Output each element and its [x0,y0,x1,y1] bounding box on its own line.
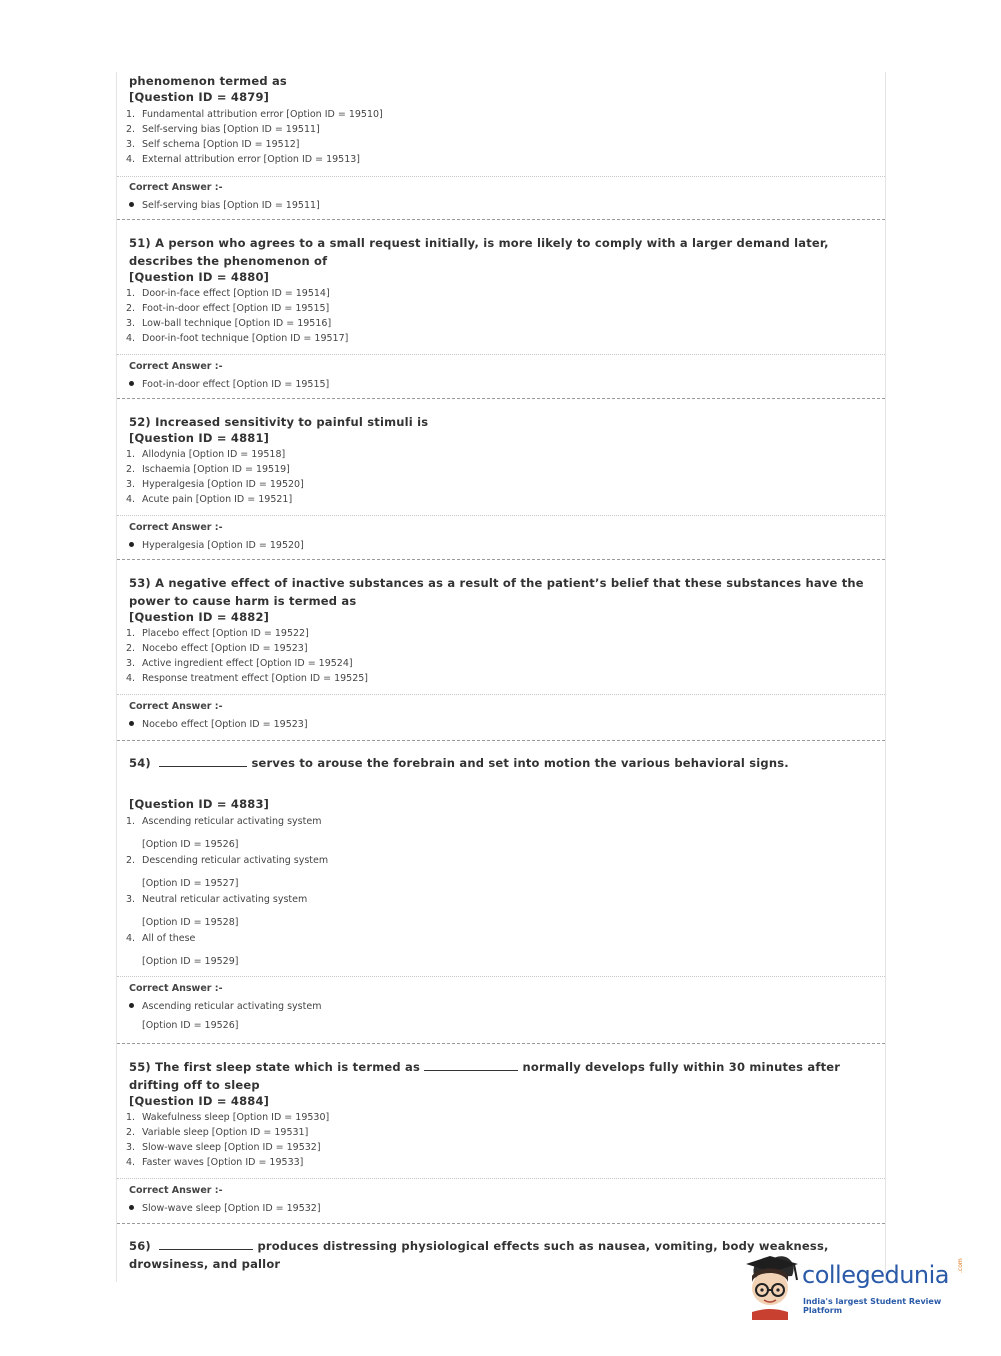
option: 2. Self-serving bias [Option ID = 19511] [126,124,320,135]
options-list [126,286,348,346]
document-page [116,72,886,1282]
divider [117,1178,885,1179]
question-id: [Question ID = 4882] [129,610,270,624]
option: 3. Low-ball technique [Option ID = 19516] [126,318,332,329]
divider [117,515,885,516]
question-text: 54) serves to arouse the forebrain and set into motion the various behavioral signs. [129,756,789,770]
question-text: phenomenon termed as [129,74,287,88]
logo-tagline: India's largest Student Review Platform [803,1297,942,1315]
option: 3. Active ingredient effect [Option ID = 19524] [126,658,353,669]
question-divider [117,219,885,220]
question-divider [117,740,885,741]
options-list [126,1110,329,1170]
divider [117,976,885,977]
question-text: 52) Increased sensitivity to painful stimuli is [129,415,429,429]
divider [117,354,885,355]
option: 4. All of these [Option ID = 19529] [126,933,239,967]
option: 2. Variable sleep [Option ID = 19531] [126,1127,309,1138]
correct-answer: Nocebo effect [Option ID = 19523] [129,719,308,730]
option: 1. Door-in-face effect [Option ID = 19514] [126,288,330,299]
option: 3. Hyperalgesia [Option ID = 19520] [126,479,304,490]
bullet-icon [129,381,134,386]
correct-answer: Slow-wave sleep [Option ID = 19532] [129,1203,321,1214]
option: 3. Slow-wave sleep [Option ID = 19532] [126,1142,321,1153]
correct-answer: Ascending reticular activating system [Option ID = 19526] [129,1001,321,1031]
question-divider [117,559,885,560]
correct-answer-label: Correct Answer :- [129,361,223,372]
bullet-icon [129,1205,134,1210]
question-id: [Question ID = 4879] [129,90,270,104]
bullet-icon [129,542,134,547]
option: 1. Placebo effect [Option ID = 19522] [126,628,309,639]
correct-answer: Self-serving bias [Option ID = 19511] [129,200,320,211]
options-list [126,626,368,686]
question-divider [117,1223,885,1224]
answer-blank [159,1239,253,1250]
question-divider [117,1043,885,1044]
question-divider [117,398,885,399]
question-text: 56) produces distressing physiological effects such as nausea, vomiting, body weakness, drowsiness, and pallor [129,1239,829,1271]
option: 2. Ischaemia [Option ID = 19519] [126,464,290,475]
question-text: 55) The first sleep state which is termed as normally develops fully within 30 minutes after drifting off to sleep [129,1060,841,1092]
correct-answer-label: Correct Answer :- [129,182,223,193]
option: 2. Descending reticular activating system [Option ID = 19527] [126,855,329,889]
options-list [126,814,328,970]
question-id: [Question ID = 4880] [129,270,270,284]
question-id: [Question ID = 4881] [129,431,270,445]
bullet-icon [129,202,134,207]
collegedunia-logo [742,1250,972,1320]
option: 4. Faster waves [Option ID = 19533] [126,1157,304,1168]
question-id: [Question ID = 4884] [129,1094,270,1108]
question-text: 53) A negative effect of inactive substances as a result of the patient’s belief that these substances have the power to cause harm is termed as [129,576,864,608]
option: 1. Ascending reticular activating system [Option ID = 19526] [126,816,322,850]
correct-answer-label: Correct Answer :- [129,1185,223,1196]
option: 4. External attribution error [Option ID = 19513] [126,154,361,165]
bullet-icon [129,721,134,726]
option: 2. Nocebo effect [Option ID = 19523] [126,643,308,654]
option: 4. Response treatment effect [Option ID = 19525] [126,673,369,684]
logo-wordmark: collegedunia [802,1261,950,1289]
answer-blank [159,756,247,767]
options-list [126,107,383,167]
question-text: 51) A person who agrees to a small request initially, is more likely to comply with a larger demand later, describes the phenomenon of [129,236,829,268]
question-id: [Question ID = 4883] [129,797,270,811]
option: 4. Door-in-foot technique [Option ID = 19517] [126,333,349,344]
option: 1. Wakefulness sleep [Option ID = 19530] [126,1112,330,1123]
answer-blank [424,1060,518,1071]
option: 4. Acute pain [Option ID = 19521] [126,494,293,505]
correct-answer-label: Correct Answer :- [129,983,223,994]
option: 3. Neutral reticular activating system [Option ID = 19528] [126,894,308,928]
divider [117,694,885,695]
option: 3. Self schema [Option ID = 19512] [126,139,300,150]
option: 2. Foot-in-door effect [Option ID = 19515] [126,303,330,314]
options-list [126,447,304,507]
option: 1. Fundamental attribution error [Option ID = 19510] [126,109,383,120]
option: 1. Allodynia [Option ID = 19518] [126,449,286,460]
mascot-icon [742,1250,804,1320]
bullet-icon [129,1003,134,1008]
correct-answer-label: Correct Answer :- [129,522,223,533]
logo-domain: .com [957,1258,964,1273]
divider [117,176,885,177]
correct-answer: Foot-in-door effect [Option ID = 19515] [129,379,329,390]
correct-answer: Hyperalgesia [Option ID = 19520] [129,540,304,551]
correct-answer-label: Correct Answer :- [129,701,223,712]
